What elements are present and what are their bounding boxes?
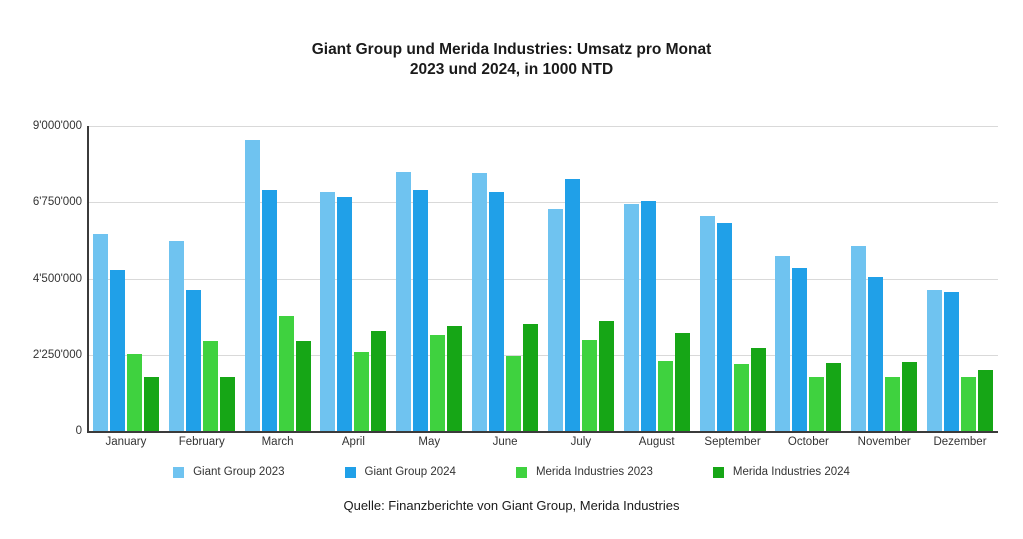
x-tick-label: February bbox=[178, 436, 225, 448]
bar-group bbox=[467, 126, 543, 431]
bar-group bbox=[88, 126, 164, 431]
chart-title-line1: Giant Group und Merida Industries: Umsatz pro Monat bbox=[311, 41, 712, 58]
bar bbox=[868, 277, 883, 431]
bar bbox=[624, 204, 639, 431]
bar bbox=[792, 268, 807, 431]
bar bbox=[296, 341, 311, 431]
bar bbox=[599, 321, 614, 431]
bar bbox=[220, 377, 235, 431]
y-tick-label: 0 bbox=[75, 425, 82, 437]
y-tick-label: 4'500'000 bbox=[32, 272, 82, 285]
bar bbox=[93, 234, 108, 431]
bar bbox=[320, 192, 335, 431]
bar bbox=[717, 223, 732, 431]
bar bbox=[641, 201, 656, 431]
bar bbox=[127, 354, 142, 431]
bar bbox=[675, 333, 690, 431]
bar-group bbox=[543, 126, 619, 431]
bar-group bbox=[922, 126, 998, 431]
x-axis-labels bbox=[88, 436, 998, 456]
bar bbox=[944, 292, 959, 431]
bar bbox=[775, 256, 790, 431]
plot-area bbox=[0, 110, 1023, 448]
x-tick-label: September bbox=[704, 436, 761, 448]
legend-swatch bbox=[345, 467, 356, 478]
x-tick-label: November bbox=[857, 436, 911, 448]
x-tick-label: July bbox=[570, 436, 592, 448]
x-tick-label: January bbox=[105, 436, 147, 448]
bar bbox=[826, 363, 841, 431]
bar bbox=[978, 370, 993, 431]
bar-group bbox=[315, 126, 391, 431]
bar-group bbox=[695, 126, 771, 431]
x-tick-label: April bbox=[341, 436, 365, 448]
bar bbox=[658, 361, 673, 431]
x-tick-label: May bbox=[418, 436, 441, 448]
bar-group bbox=[164, 126, 240, 431]
bar-group bbox=[619, 126, 695, 431]
bar bbox=[186, 290, 201, 431]
source-note: Quelle: Finanzberichte von Giant Group, Merida Industries bbox=[343, 498, 680, 513]
legend-item[interactable] bbox=[713, 466, 850, 478]
bar bbox=[337, 197, 352, 431]
bar bbox=[751, 348, 766, 431]
bar bbox=[472, 173, 487, 431]
bar-groups bbox=[88, 126, 998, 431]
bar bbox=[734, 364, 749, 431]
bar bbox=[548, 209, 563, 431]
x-tick-label: October bbox=[787, 436, 829, 448]
bar bbox=[396, 172, 411, 431]
bar bbox=[582, 340, 597, 431]
bar bbox=[371, 331, 386, 431]
legend-label: Merida Industries 2023 bbox=[535, 466, 653, 478]
chart-title bbox=[0, 40, 1023, 80]
legend-label: Giant Group 2023 bbox=[193, 466, 285, 478]
x-tick-label: Dezember bbox=[933, 436, 987, 448]
bar bbox=[565, 179, 580, 431]
bar bbox=[809, 377, 824, 431]
x-tick-label: June bbox=[492, 436, 518, 448]
bar bbox=[110, 270, 125, 431]
legend-swatch bbox=[516, 467, 527, 478]
bar-group bbox=[391, 126, 467, 431]
y-tick-label: 6'750'000 bbox=[32, 196, 82, 209]
bar bbox=[279, 316, 294, 431]
bar bbox=[885, 377, 900, 431]
bar bbox=[506, 356, 521, 431]
bar bbox=[700, 216, 715, 431]
bar bbox=[203, 341, 218, 431]
bar bbox=[447, 326, 462, 431]
bar bbox=[902, 362, 917, 431]
bar bbox=[430, 335, 445, 431]
bar-group bbox=[846, 126, 922, 431]
bar bbox=[413, 190, 428, 431]
bar bbox=[927, 290, 942, 431]
legend-swatch bbox=[713, 467, 724, 478]
y-tick-label: 2'250'000 bbox=[32, 348, 82, 361]
bar bbox=[354, 352, 369, 431]
y-axis-labels bbox=[0, 120, 82, 437]
legend-swatch bbox=[173, 467, 184, 478]
bar bbox=[489, 192, 504, 431]
legend-item[interactable] bbox=[173, 466, 284, 478]
bar bbox=[245, 140, 260, 431]
bar bbox=[961, 377, 976, 431]
bar-group bbox=[240, 126, 316, 431]
x-tick-label: March bbox=[261, 436, 294, 448]
bar bbox=[169, 241, 184, 431]
chart-legend bbox=[0, 466, 1023, 478]
bar bbox=[523, 324, 538, 431]
legend-label: Merida Industries 2024 bbox=[732, 466, 850, 478]
x-axis-line bbox=[88, 431, 998, 433]
legend-item[interactable] bbox=[345, 466, 456, 478]
legend-item[interactable] bbox=[516, 466, 653, 478]
bar bbox=[262, 190, 277, 431]
legend-label: Giant Group 2024 bbox=[364, 466, 456, 478]
chart-title-line2: 2023 und 2024, in 1000 NTD bbox=[409, 61, 614, 78]
y-tick-label: 9'000'000 bbox=[32, 120, 82, 132]
bar-group bbox=[770, 126, 846, 431]
bar bbox=[851, 246, 866, 431]
x-tick-label: August bbox=[638, 436, 675, 448]
bar bbox=[144, 377, 159, 431]
